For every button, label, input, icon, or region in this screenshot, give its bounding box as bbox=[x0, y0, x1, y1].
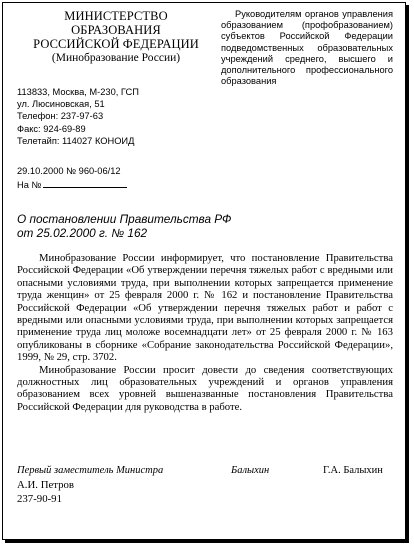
reference-blank bbox=[43, 178, 127, 188]
signatory-name: Г.А. Балыхин bbox=[323, 465, 383, 476]
subject-line1: О постановлении Правительства РФ bbox=[17, 212, 232, 226]
ministry-name-line1: МИНИСТЕРСТВО ОБРАЗОВАНИЯ bbox=[64, 9, 168, 37]
document-subject bbox=[17, 213, 231, 240]
body-paragraph-1: Минобразование России информирует, что постановление Правительства Российской Федерации «Об утверждении перечня тяжелых работ с вредными или опасными условиями труда, при выполнении которых запрещается применение труда женщин» от 25 февраля 2000 г. № 162 и постановление Правительства Российской Федерации «Об утверждении перечня тяжелых работ и работ с вредными или опасными условиями труда, при выполнении которых запрещается применение труда лиц моложе восемнадцати лет» от 25 февраля 2000 г. № 163 опубликованы в сборнике «Собрание законодательства Российской Федерации», 1999, № 29, стр. 3702. bbox=[17, 252, 393, 364]
outgoing-date-number: 29.10.2000 № 960-06/12 bbox=[17, 166, 121, 176]
ministry-short-name: (Минобразование России) bbox=[51, 52, 181, 64]
ministry-header bbox=[21, 9, 211, 65]
signatory-title: Первый заместитель Министра bbox=[17, 465, 164, 476]
executor-phone: 237-90-91 bbox=[17, 493, 62, 505]
address-phone: Телефон: 237-97-63 bbox=[17, 111, 104, 122]
subject-line2: от 25.02.2000 г. № 162 bbox=[17, 225, 148, 240]
reference-line bbox=[17, 178, 127, 192]
recipient-block: Руководителям органов управления образованием (профобразованием) субъектов Российской Федерации подведомственных образовательных учреждений среднего, высшего и дополнительного профессионального образования bbox=[221, 9, 393, 87]
ministry-name-line2: РОССИЙСКОЙ ФЕДЕРАЦИИ bbox=[33, 37, 199, 51]
address-street: ул. Люсиновская, 51 bbox=[17, 99, 105, 110]
document-page bbox=[2, 2, 406, 540]
address-postal: 113833, Москва, М-230, ГСП bbox=[17, 87, 139, 97]
address-fax: Факс: 924-69-89 bbox=[17, 123, 86, 134]
letter-body bbox=[17, 252, 393, 413]
address-teletype: Телетайп: 114027 КОНОИД bbox=[17, 135, 135, 146]
handwritten-signature: Балыхин bbox=[231, 465, 270, 476]
outgoing-number bbox=[17, 165, 127, 191]
body-paragraph-2: Минобразование России просит довести до сведения соответствующих должностных лиц образовательных учреждений и органов управления образованием всех уровней вышеназванные постановления Правительства Российской Федерации для руководства в работе. bbox=[17, 363, 393, 413]
reference-label: На № bbox=[17, 179, 42, 190]
executor-name: А.И. Петров bbox=[17, 479, 75, 491]
sender-address bbox=[17, 86, 139, 147]
